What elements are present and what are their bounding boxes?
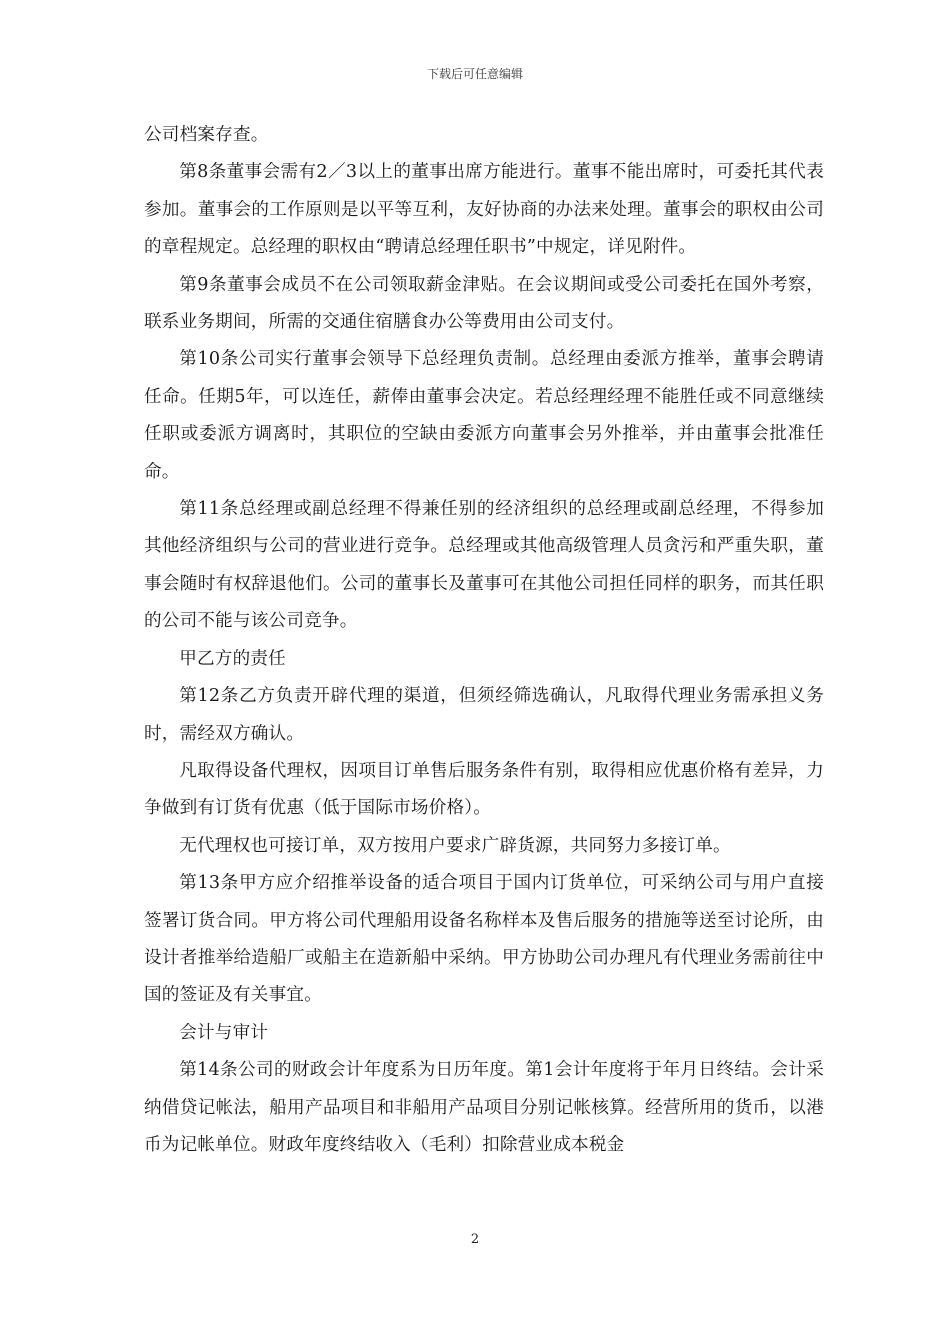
paragraph-article-11: 第11条总经理或副总经理不得兼任别的经济组织的总经理或副总经理，不得参加其他经济组织与公司的营业进行竞争。总经理或其他高级管理人员贪污和严重失职，董事会随时有权辞退他们。公司的董事长及董事可在其他公司担任同样的职务，而其任职的公司不能与该公司竞争。	[144, 499, 824, 632]
paragraph-1: 公司档案存查。	[144, 125, 269, 145]
paragraph-article-14: 第14条公司的财政会计年度系为日历年度。第1会计年度将于年月日终结。会计采纳借贷记帐法，船用产品项目和非船用产品项目分别记帐核算。经营所用的货币，以港币为记帐单位。财政年度终结收入（毛利）扣除营业成本税金	[144, 1060, 824, 1155]
page-number: 2	[470, 1232, 480, 1247]
document-body	[144, 117, 824, 1164]
paragraph-agency-rights: 凡取得设备代理权，因项目订单售后服务条件有别，取得相应优惠价格有差异，力争做到有订货有优惠（低于国际市场价格）。	[144, 760, 824, 819]
section-heading-accounting: 会计与审计	[179, 1022, 269, 1043]
paragraph-article-13: 第13条甲方应介绍推举设备的适合项目于国内订货单位，可采纳公司与用户直接签署订货合同。甲方将公司代理船用设备名称样本及售后服务的措施等送至讨论所，由设计者推举给造船厂或船主在造新船中采纳。甲方协助公司办理凡有代理业务需前往中国的签证及有关事宜。	[144, 873, 824, 1006]
paragraph-article-12: 第12条乙方负责开辟代理的渠道，但须经筛选确认，凡取得代理业务需承担义务时，需经双方确认。	[144, 686, 824, 744]
paragraph-article-8: 第8条董事会需有2／3以上的董事出席方能进行。董事不能出席时，可委托其代表参加。董事会的工作原则是以平等互利，友好协商的办法来处理。董事会的职权由公司的章程规定。总经理的职权由“聘请总经理任职书”中规定，详见附件。	[144, 162, 824, 258]
section-heading-responsibilities: 甲乙方的责任	[179, 648, 286, 669]
paragraph-no-agency-orders: 无代理权也可接订单，双方按用户要求广辟货源，共同努力多接订单。	[179, 835, 731, 856]
paragraph-article-10: 第10条公司实行董事会领导下总经理负责制。总经理由委派方推举，董事会聘请任命。任期5年，可以连任，薪俸由董事会决定。若总经理经理不能胜任或不同意继续任职或委派方调离时，其职位的空缺由委派方向董事会另外推举，并由董事会批准任命。	[144, 349, 824, 482]
paragraph-article-9: 第9条董事会成员不在公司领取薪金津贴。在会议期间或受公司委托在国外考察，联系业务期间，所需的交通住宿膳食办公等费用由公司支付。	[144, 274, 824, 333]
page-header-note: 下载后可任意编辑	[426, 67, 523, 81]
